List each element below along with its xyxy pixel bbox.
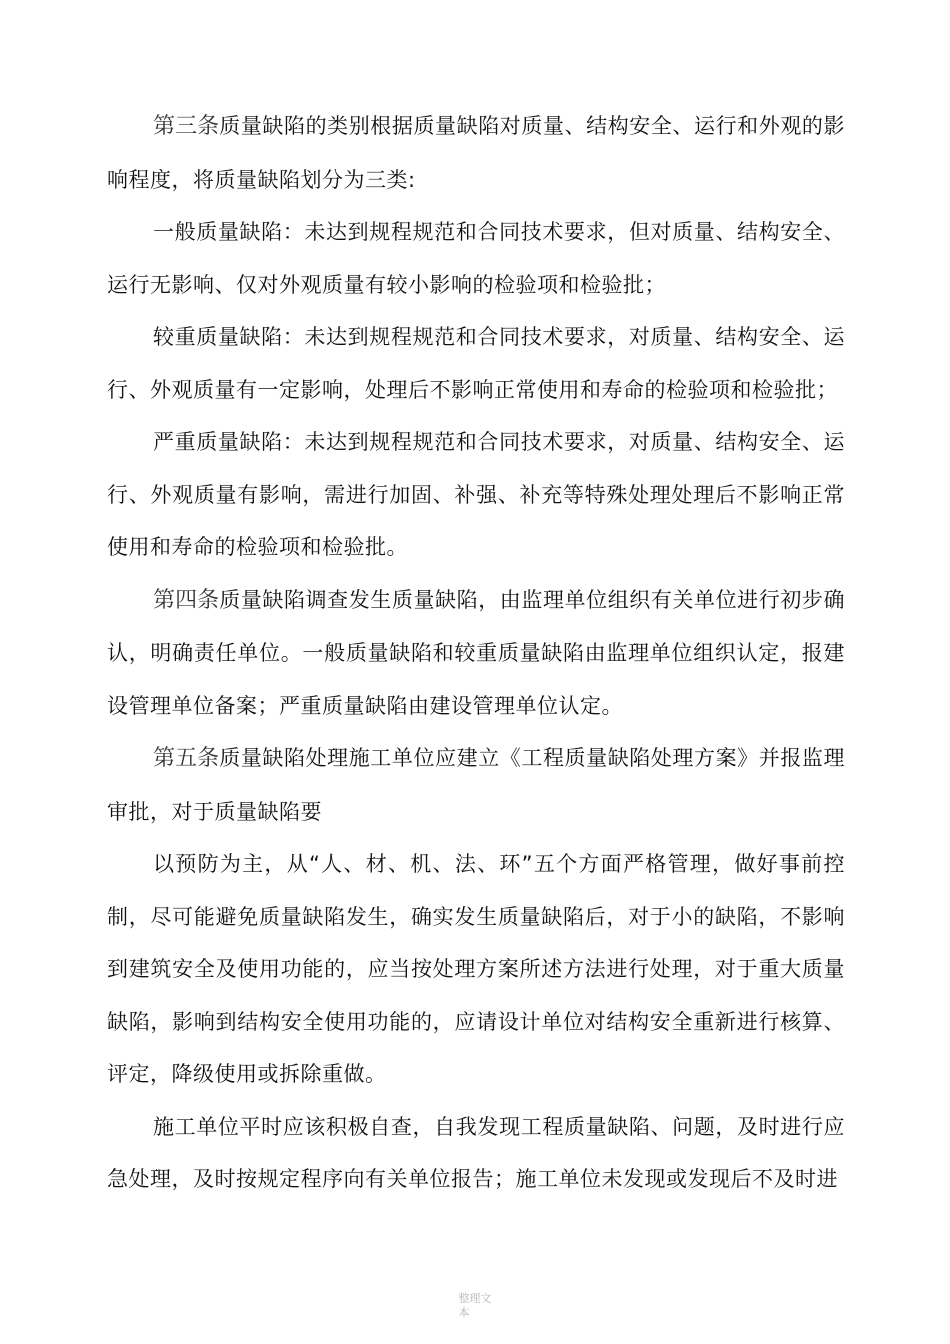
footer-line-1: 整理文	[458, 1292, 492, 1305]
page-footer	[0, 1292, 950, 1320]
paragraph-general-defect	[107, 206, 845, 311]
paragraph-article-5	[107, 732, 845, 838]
paragraph-text: 施工单位平时应该积极自查，自我发现工程质量缺陷、问题，及时进行应急处理，及时按规定程序向有关单位报告；施工单位未发现或发现后不及时进	[107, 1114, 845, 1191]
paragraph-text: 质量缺陷调查发生质量缺陷，由监理单位组织有关单位进行初步确认，明确责任单位。一般质量缺陷和较重质量缺陷由监理单位组织认定，报建设管理单位备案；严重质量缺陷由建设管理单位认定。	[107, 587, 845, 718]
paragraph-text: 质量缺陷的类别根据质量缺陷对质量、结构安全、运行和外观的影响程度，将质量缺陷划分为三类:	[107, 114, 845, 192]
paragraph-text: 较重质量缺陷：未达到规程规范和合同技术要求，对质量、结构安全、运行、外观质量有一定影响，处理后不影响正常使用和寿命的检验项和检验批；	[107, 325, 845, 402]
paragraph-text: 一般质量缺陷：未达到规程规范和合同技术要求，但对质量、结构安全、运行无影响、仅对外观质量有较小影响的检验项和检验批；	[107, 220, 845, 297]
paragraph-article-3	[107, 100, 845, 206]
paragraph-text: 严重质量缺陷：未达到规程规范和合同技术要求，对质量、结构安全、运行、外观质量有影响，需进行加固、补强、补充等特殊处理处理后不影响正常使用和寿命的检验项和检验批。	[107, 430, 845, 559]
paragraph-self-inspection	[107, 1101, 845, 1206]
paragraph-serious-defect	[107, 416, 845, 574]
article-heading: 第四条	[153, 587, 220, 613]
paragraph-moderate-defect	[107, 311, 845, 416]
footer-line-2: 本	[458, 1306, 470, 1319]
paragraph-prevention	[107, 838, 845, 1101]
paragraph-text: 质量缺陷处理施工单位应建立《工程质量缺陷处理方案》并报监理审批，对于质量缺陷要	[107, 746, 845, 824]
article-heading: 第五条	[153, 746, 220, 771]
paragraph-article-4	[107, 574, 845, 733]
article-heading: 第三条	[153, 114, 220, 139]
document-body	[107, 100, 845, 1206]
paragraph-text: 以预防为主，从“人、材、机、法、环”五个方面严格管理，做好事前控制，尽可能避免质量缺陷发生，确实发生质量缺陷后，对于小的缺陷，不影响到建筑安全及使用功能的，应当按处理方案所述方法进行处理，对于重大质量缺陷，影响到结构安全使用功能的，应请设计单位对结构安全重新进行核算、评定，降级使用或拆除重做。	[107, 852, 845, 1086]
